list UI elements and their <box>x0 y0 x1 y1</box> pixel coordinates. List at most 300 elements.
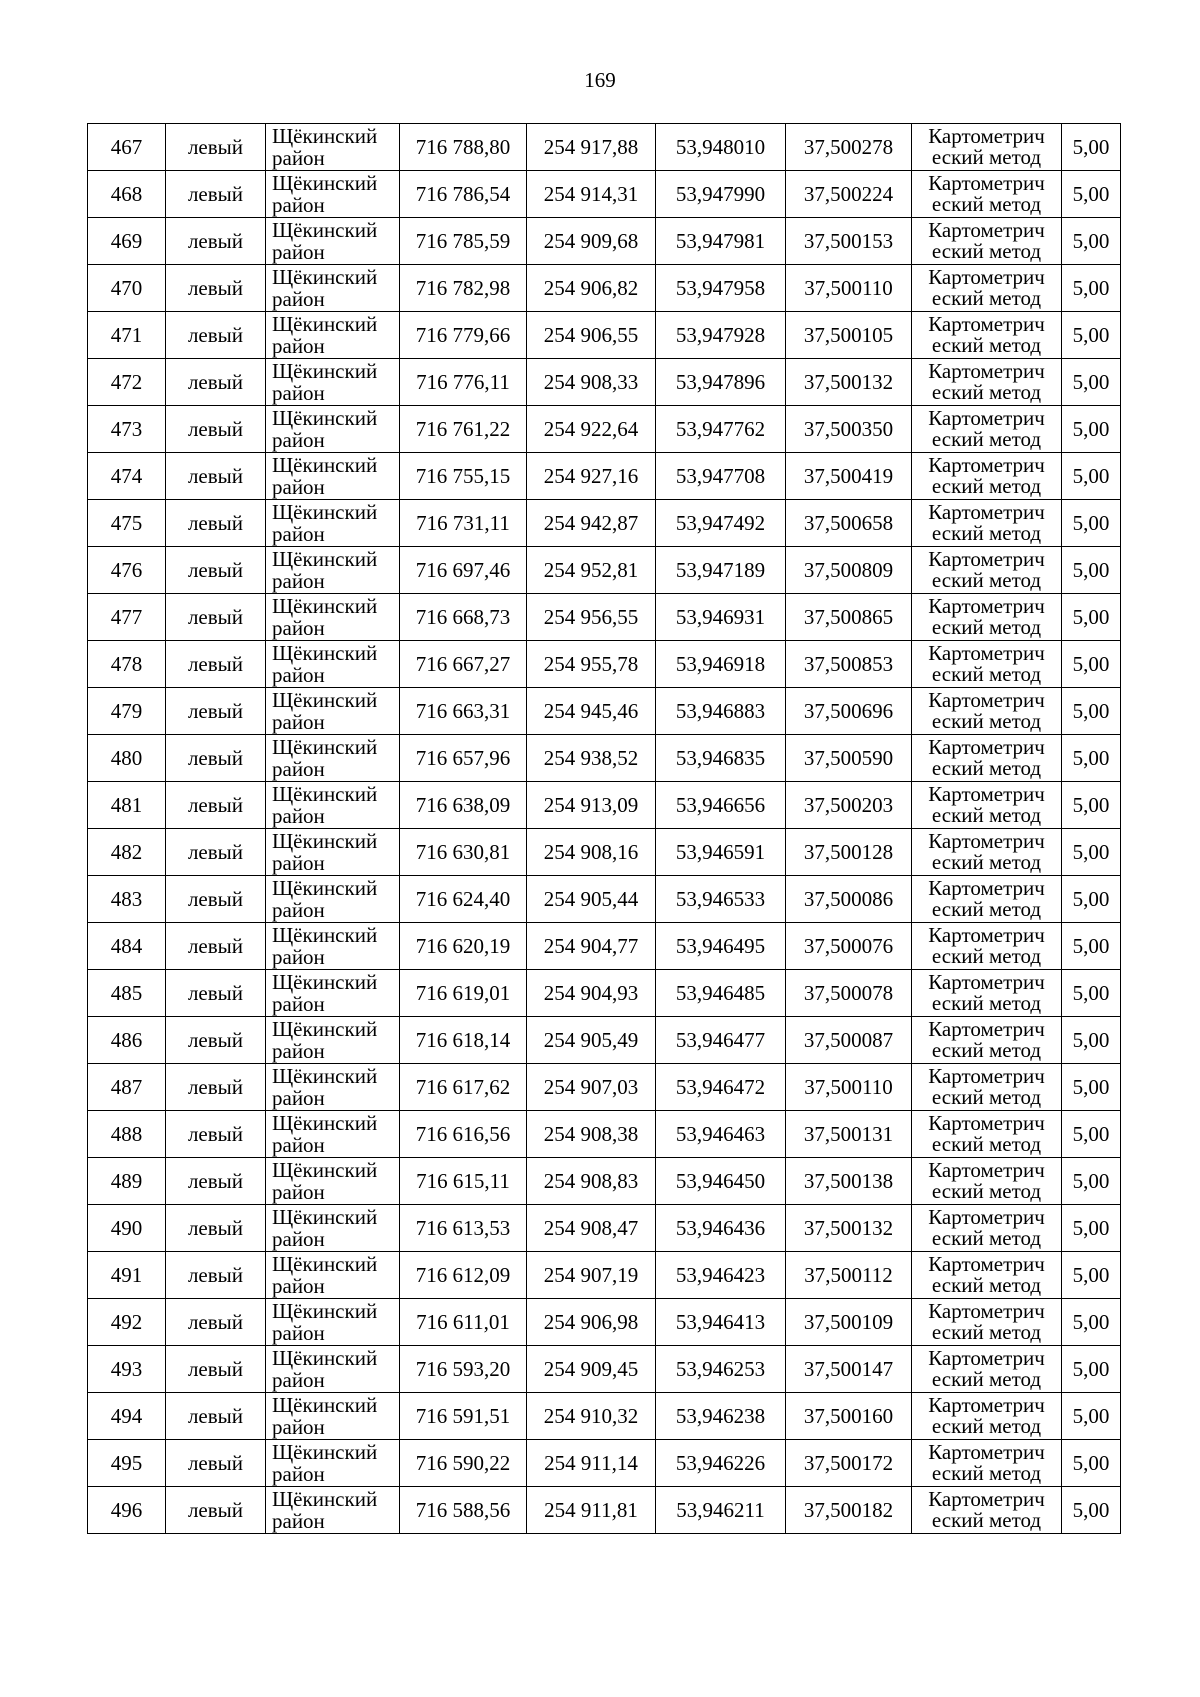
cell-longitude: 37,500203 <box>786 782 912 829</box>
cell-region: Щёкинский район <box>266 500 400 547</box>
cell-latitude: 53,948010 <box>656 124 786 171</box>
cell-method <box>912 124 1062 171</box>
cell-region: Щёкинский район <box>266 594 400 641</box>
cell-x-coordinate: 716 613,53 <box>400 1205 527 1252</box>
cell-longitude: 37,500865 <box>786 594 912 641</box>
cell-x-coordinate: 716 785,59 <box>400 218 527 265</box>
cell-y-coordinate: 254 913,09 <box>527 782 656 829</box>
cell-longitude: 37,500105 <box>786 312 912 359</box>
cell-latitude: 53,946883 <box>656 688 786 735</box>
cell-method <box>912 218 1062 265</box>
cell-longitude: 37,500086 <box>786 876 912 923</box>
cell-side: левый <box>166 594 266 641</box>
cell-accuracy: 5,00 <box>1062 218 1121 265</box>
cell-region: Щёкинский район <box>266 1017 400 1064</box>
cell-region: Щёкинский район <box>266 688 400 735</box>
table-row <box>88 218 1121 265</box>
cell-method <box>912 829 1062 876</box>
cell-accuracy: 5,00 <box>1062 923 1121 970</box>
cell-x-coordinate: 716 591,51 <box>400 1393 527 1440</box>
cell-longitude: 37,500132 <box>786 1205 912 1252</box>
table-row <box>88 1346 1121 1393</box>
cell-longitude: 37,500153 <box>786 218 912 265</box>
cell-longitude: 37,500172 <box>786 1440 912 1487</box>
cell-side: левый <box>166 641 266 688</box>
cell-side: левый <box>166 1017 266 1064</box>
table-row <box>88 1299 1121 1346</box>
cell-x-coordinate: 716 668,73 <box>400 594 527 641</box>
cell-region: Щёкинский район <box>266 923 400 970</box>
method-label: Картометрич еский метод <box>928 218 1045 263</box>
cell-side: левый <box>166 1346 266 1393</box>
cell-longitude: 37,500696 <box>786 688 912 735</box>
cell-accuracy: 5,00 <box>1062 1299 1121 1346</box>
coordinates-table <box>87 123 1121 1534</box>
table-row <box>88 1064 1121 1111</box>
cell-latitude: 53,946226 <box>656 1440 786 1487</box>
cell-latitude: 53,947762 <box>656 406 786 453</box>
cell-accuracy: 5,00 <box>1062 547 1121 594</box>
cell-point-number: 493 <box>88 1346 166 1393</box>
cell-longitude: 37,500087 <box>786 1017 912 1064</box>
cell-y-coordinate: 254 914,31 <box>527 171 656 218</box>
cell-method <box>912 312 1062 359</box>
cell-accuracy: 5,00 <box>1062 265 1121 312</box>
table-row <box>88 594 1121 641</box>
cell-latitude: 53,946436 <box>656 1205 786 1252</box>
cell-side: левый <box>166 876 266 923</box>
cell-point-number: 477 <box>88 594 166 641</box>
cell-side: левый <box>166 1205 266 1252</box>
cell-point-number: 484 <box>88 923 166 970</box>
cell-point-number: 482 <box>88 829 166 876</box>
cell-side: левый <box>166 1252 266 1299</box>
cell-longitude: 37,500138 <box>786 1158 912 1205</box>
cell-y-coordinate: 254 956,55 <box>527 594 656 641</box>
table-row <box>88 265 1121 312</box>
cell-x-coordinate: 716 590,22 <box>400 1440 527 1487</box>
method-label: Картометрич еский метод <box>928 124 1045 169</box>
cell-y-coordinate: 254 938,52 <box>527 735 656 782</box>
cell-y-coordinate: 254 907,19 <box>527 1252 656 1299</box>
cell-method <box>912 1017 1062 1064</box>
cell-side: левый <box>166 1299 266 1346</box>
cell-y-coordinate: 254 908,47 <box>527 1205 656 1252</box>
cell-y-coordinate: 254 917,88 <box>527 124 656 171</box>
cell-x-coordinate: 716 755,15 <box>400 453 527 500</box>
cell-longitude: 37,500147 <box>786 1346 912 1393</box>
cell-region: Щёкинский район <box>266 829 400 876</box>
table-row <box>88 1393 1121 1440</box>
cell-longitude: 37,500809 <box>786 547 912 594</box>
table-row <box>88 1252 1121 1299</box>
table-row <box>88 641 1121 688</box>
cell-side: левый <box>166 1064 266 1111</box>
cell-method <box>912 923 1062 970</box>
cell-side: левый <box>166 218 266 265</box>
cell-y-coordinate: 254 922,64 <box>527 406 656 453</box>
method-label: Картометрич еский метод <box>928 406 1045 451</box>
cell-latitude: 53,946533 <box>656 876 786 923</box>
method-label: Картометрич еский метод <box>928 1299 1045 1344</box>
cell-x-coordinate: 716 779,66 <box>400 312 527 359</box>
cell-x-coordinate: 716 617,62 <box>400 1064 527 1111</box>
cell-accuracy: 5,00 <box>1062 594 1121 641</box>
cell-method <box>912 735 1062 782</box>
cell-method <box>912 876 1062 923</box>
cell-accuracy: 5,00 <box>1062 312 1121 359</box>
cell-point-number: 494 <box>88 1393 166 1440</box>
method-label: Картометрич еский метод <box>928 1393 1045 1438</box>
cell-method <box>912 970 1062 1017</box>
cell-y-coordinate: 254 955,78 <box>527 641 656 688</box>
cell-accuracy: 5,00 <box>1062 1393 1121 1440</box>
cell-x-coordinate: 716 788,80 <box>400 124 527 171</box>
table-row <box>88 1158 1121 1205</box>
cell-accuracy: 5,00 <box>1062 124 1121 171</box>
method-label: Картометрич еский метод <box>928 1252 1045 1297</box>
cell-method <box>912 406 1062 453</box>
cell-x-coordinate: 716 638,09 <box>400 782 527 829</box>
cell-side: левый <box>166 171 266 218</box>
cell-side: левый <box>166 312 266 359</box>
cell-region: Щёкинский район <box>266 124 400 171</box>
cell-x-coordinate: 716 782,98 <box>400 265 527 312</box>
cell-method <box>912 500 1062 547</box>
cell-latitude: 53,946463 <box>656 1111 786 1158</box>
table-row <box>88 171 1121 218</box>
cell-side: левый <box>166 735 266 782</box>
cell-accuracy: 5,00 <box>1062 1252 1121 1299</box>
cell-longitude: 37,500128 <box>786 829 912 876</box>
cell-point-number: 471 <box>88 312 166 359</box>
cell-method <box>912 641 1062 688</box>
method-label: Картометрич еский метод <box>928 970 1045 1015</box>
cell-latitude: 53,946450 <box>656 1158 786 1205</box>
cell-x-coordinate: 716 618,14 <box>400 1017 527 1064</box>
cell-latitude: 53,946238 <box>656 1393 786 1440</box>
cell-method <box>912 1440 1062 1487</box>
method-label: Картометрич еский метод <box>928 265 1045 310</box>
cell-longitude: 37,500112 <box>786 1252 912 1299</box>
cell-y-coordinate: 254 909,45 <box>527 1346 656 1393</box>
cell-region: Щёкинский район <box>266 782 400 829</box>
table-row <box>88 970 1121 1017</box>
cell-region: Щёкинский район <box>266 218 400 265</box>
cell-accuracy: 5,00 <box>1062 688 1121 735</box>
cell-longitude: 37,500853 <box>786 641 912 688</box>
cell-longitude: 37,500131 <box>786 1111 912 1158</box>
cell-y-coordinate: 254 905,44 <box>527 876 656 923</box>
cell-side: левый <box>166 1111 266 1158</box>
cell-region: Щёкинский район <box>266 876 400 923</box>
cell-y-coordinate: 254 906,55 <box>527 312 656 359</box>
cell-method <box>912 1487 1062 1534</box>
cell-region: Щёкинский район <box>266 1393 400 1440</box>
table-row <box>88 1017 1121 1064</box>
table-row <box>88 547 1121 594</box>
cell-point-number: 488 <box>88 1111 166 1158</box>
cell-region: Щёкинский район <box>266 453 400 500</box>
method-label: Картометрич еский метод <box>928 359 1045 404</box>
cell-side: левый <box>166 1440 266 1487</box>
cell-x-coordinate: 716 657,96 <box>400 735 527 782</box>
table-row <box>88 359 1121 406</box>
cell-region: Щёкинский район <box>266 1158 400 1205</box>
cell-region: Щёкинский район <box>266 1252 400 1299</box>
cell-longitude: 37,500182 <box>786 1487 912 1534</box>
table-row <box>88 735 1121 782</box>
method-label: Картометрич еский метод <box>928 547 1045 592</box>
cell-accuracy: 5,00 <box>1062 970 1121 1017</box>
cell-longitude: 37,500350 <box>786 406 912 453</box>
cell-point-number: 468 <box>88 171 166 218</box>
table-row <box>88 876 1121 923</box>
cell-accuracy: 5,00 <box>1062 359 1121 406</box>
cell-method <box>912 1346 1062 1393</box>
cell-latitude: 53,946423 <box>656 1252 786 1299</box>
page-number: 169 <box>584 68 616 92</box>
method-label: Картометрич еский метод <box>928 1205 1045 1250</box>
cell-region: Щёкинский район <box>266 171 400 218</box>
cell-x-coordinate: 716 593,20 <box>400 1346 527 1393</box>
cell-point-number: 467 <box>88 124 166 171</box>
table-row <box>88 782 1121 829</box>
method-label: Картометрич еский метод <box>928 1440 1045 1485</box>
cell-latitude: 53,947958 <box>656 265 786 312</box>
cell-x-coordinate: 716 663,31 <box>400 688 527 735</box>
cell-x-coordinate: 716 630,81 <box>400 829 527 876</box>
table-body <box>88 124 1121 1534</box>
table-row <box>88 688 1121 735</box>
cell-method <box>912 359 1062 406</box>
cell-latitude: 53,946472 <box>656 1064 786 1111</box>
cell-region: Щёкинский район <box>266 1064 400 1111</box>
cell-latitude: 53,946211 <box>656 1487 786 1534</box>
cell-side: левый <box>166 406 266 453</box>
cell-longitude: 37,500419 <box>786 453 912 500</box>
cell-side: левый <box>166 923 266 970</box>
cell-accuracy: 5,00 <box>1062 1111 1121 1158</box>
cell-y-coordinate: 254 908,33 <box>527 359 656 406</box>
cell-longitude: 37,500132 <box>786 359 912 406</box>
cell-longitude: 37,500590 <box>786 735 912 782</box>
cell-method <box>912 1299 1062 1346</box>
cell-y-coordinate: 254 909,68 <box>527 218 656 265</box>
cell-point-number: 486 <box>88 1017 166 1064</box>
method-label: Картометрич еский метод <box>928 1487 1045 1532</box>
cell-y-coordinate: 254 908,16 <box>527 829 656 876</box>
cell-x-coordinate: 716 624,40 <box>400 876 527 923</box>
method-label: Картометрич еский метод <box>928 1017 1045 1062</box>
cell-longitude: 37,500078 <box>786 970 912 1017</box>
cell-longitude: 37,500110 <box>786 265 912 312</box>
cell-y-coordinate: 254 904,77 <box>527 923 656 970</box>
cell-x-coordinate: 716 697,46 <box>400 547 527 594</box>
cell-method <box>912 688 1062 735</box>
cell-method <box>912 1064 1062 1111</box>
cell-x-coordinate: 716 620,19 <box>400 923 527 970</box>
cell-accuracy: 5,00 <box>1062 453 1121 500</box>
cell-accuracy: 5,00 <box>1062 829 1121 876</box>
cell-x-coordinate: 716 731,11 <box>400 500 527 547</box>
cell-latitude: 53,946253 <box>656 1346 786 1393</box>
method-label: Картометрич еский метод <box>928 1111 1045 1156</box>
cell-x-coordinate: 716 761,22 <box>400 406 527 453</box>
cell-region: Щёкинский район <box>266 1111 400 1158</box>
cell-accuracy: 5,00 <box>1062 1346 1121 1393</box>
cell-accuracy: 5,00 <box>1062 406 1121 453</box>
cell-point-number: 483 <box>88 876 166 923</box>
cell-y-coordinate: 254 906,98 <box>527 1299 656 1346</box>
cell-point-number: 480 <box>88 735 166 782</box>
cell-x-coordinate: 716 612,09 <box>400 1252 527 1299</box>
cell-longitude: 37,500278 <box>786 124 912 171</box>
cell-method <box>912 1252 1062 1299</box>
cell-side: левый <box>166 453 266 500</box>
cell-latitude: 53,947492 <box>656 500 786 547</box>
cell-latitude: 53,946477 <box>656 1017 786 1064</box>
table-row <box>88 500 1121 547</box>
cell-point-number: 491 <box>88 1252 166 1299</box>
cell-point-number: 485 <box>88 970 166 1017</box>
cell-longitude: 37,500658 <box>786 500 912 547</box>
cell-point-number: 474 <box>88 453 166 500</box>
cell-method <box>912 547 1062 594</box>
cell-point-number: 487 <box>88 1064 166 1111</box>
cell-side: левый <box>166 1393 266 1440</box>
cell-accuracy: 5,00 <box>1062 876 1121 923</box>
cell-accuracy: 5,00 <box>1062 1017 1121 1064</box>
cell-x-coordinate: 716 611,01 <box>400 1299 527 1346</box>
method-label: Картометрич еский метод <box>928 453 1045 498</box>
cell-y-coordinate: 254 911,14 <box>527 1440 656 1487</box>
cell-side: левый <box>166 359 266 406</box>
cell-accuracy: 5,00 <box>1062 1205 1121 1252</box>
table-row <box>88 1111 1121 1158</box>
cell-longitude: 37,500160 <box>786 1393 912 1440</box>
cell-latitude: 53,947928 <box>656 312 786 359</box>
method-label: Картометрич еский метод <box>928 312 1045 357</box>
cell-point-number: 469 <box>88 218 166 265</box>
cell-y-coordinate: 254 910,32 <box>527 1393 656 1440</box>
cell-method <box>912 594 1062 641</box>
table-row <box>88 829 1121 876</box>
cell-y-coordinate: 254 908,38 <box>527 1111 656 1158</box>
cell-region: Щёкинский район <box>266 312 400 359</box>
cell-point-number: 473 <box>88 406 166 453</box>
cell-latitude: 53,947990 <box>656 171 786 218</box>
method-label: Картометрич еский метод <box>928 829 1045 874</box>
cell-point-number: 478 <box>88 641 166 688</box>
cell-region: Щёкинский район <box>266 406 400 453</box>
table-row <box>88 124 1121 171</box>
cell-point-number: 470 <box>88 265 166 312</box>
cell-side: левый <box>166 265 266 312</box>
cell-side: левый <box>166 829 266 876</box>
cell-side: левый <box>166 688 266 735</box>
cell-x-coordinate: 716 667,27 <box>400 641 527 688</box>
method-label: Картометрич еский метод <box>928 1346 1045 1391</box>
cell-accuracy: 5,00 <box>1062 641 1121 688</box>
cell-method <box>912 171 1062 218</box>
cell-region: Щёкинский район <box>266 1487 400 1534</box>
cell-method <box>912 1393 1062 1440</box>
cell-point-number: 476 <box>88 547 166 594</box>
cell-longitude: 37,500110 <box>786 1064 912 1111</box>
table-row <box>88 1440 1121 1487</box>
cell-region: Щёкинский район <box>266 641 400 688</box>
method-label: Картометрич еский метод <box>928 688 1045 733</box>
cell-x-coordinate: 716 616,56 <box>400 1111 527 1158</box>
cell-method <box>912 782 1062 829</box>
cell-y-coordinate: 254 905,49 <box>527 1017 656 1064</box>
cell-point-number: 495 <box>88 1440 166 1487</box>
method-label: Картометрич еский метод <box>928 876 1045 921</box>
cell-latitude: 53,946591 <box>656 829 786 876</box>
cell-side: левый <box>166 124 266 171</box>
cell-side: левый <box>166 1487 266 1534</box>
cell-latitude: 53,946413 <box>656 1299 786 1346</box>
cell-region: Щёкинский район <box>266 547 400 594</box>
cell-method <box>912 1158 1062 1205</box>
cell-method <box>912 1205 1062 1252</box>
cell-longitude: 37,500224 <box>786 171 912 218</box>
cell-latitude: 53,946485 <box>656 970 786 1017</box>
cell-accuracy: 5,00 <box>1062 1064 1121 1111</box>
cell-accuracy: 5,00 <box>1062 782 1121 829</box>
cell-point-number: 489 <box>88 1158 166 1205</box>
cell-y-coordinate: 254 911,81 <box>527 1487 656 1534</box>
cell-longitude: 37,500109 <box>786 1299 912 1346</box>
cell-point-number: 475 <box>88 500 166 547</box>
cell-side: левый <box>166 782 266 829</box>
cell-region: Щёкинский район <box>266 970 400 1017</box>
cell-region: Щёкинский район <box>266 265 400 312</box>
cell-y-coordinate: 254 945,46 <box>527 688 656 735</box>
table-row <box>88 1487 1121 1534</box>
cell-y-coordinate: 254 908,83 <box>527 1158 656 1205</box>
cell-latitude: 53,946835 <box>656 735 786 782</box>
cell-accuracy: 5,00 <box>1062 1440 1121 1487</box>
method-label: Картометрич еский метод <box>928 735 1045 780</box>
table-row <box>88 1205 1121 1252</box>
method-label: Картометрич еский метод <box>928 923 1045 968</box>
cell-point-number: 472 <box>88 359 166 406</box>
cell-x-coordinate: 716 588,56 <box>400 1487 527 1534</box>
cell-accuracy: 5,00 <box>1062 1158 1121 1205</box>
cell-longitude: 37,500076 <box>786 923 912 970</box>
cell-region: Щёкинский район <box>266 1346 400 1393</box>
cell-latitude: 53,946918 <box>656 641 786 688</box>
cell-x-coordinate: 716 786,54 <box>400 171 527 218</box>
method-label: Картометрич еский метод <box>928 641 1045 686</box>
cell-y-coordinate: 254 907,03 <box>527 1064 656 1111</box>
cell-y-coordinate: 254 906,82 <box>527 265 656 312</box>
cell-y-coordinate: 254 952,81 <box>527 547 656 594</box>
cell-region: Щёкинский район <box>266 359 400 406</box>
table-row <box>88 923 1121 970</box>
cell-side: левый <box>166 500 266 547</box>
cell-method <box>912 265 1062 312</box>
cell-y-coordinate: 254 942,87 <box>527 500 656 547</box>
cell-x-coordinate: 716 615,11 <box>400 1158 527 1205</box>
cell-side: левый <box>166 1158 266 1205</box>
cell-region: Щёкинский район <box>266 1205 400 1252</box>
table-row <box>88 312 1121 359</box>
cell-region: Щёкинский район <box>266 1299 400 1346</box>
cell-accuracy: 5,00 <box>1062 1487 1121 1534</box>
